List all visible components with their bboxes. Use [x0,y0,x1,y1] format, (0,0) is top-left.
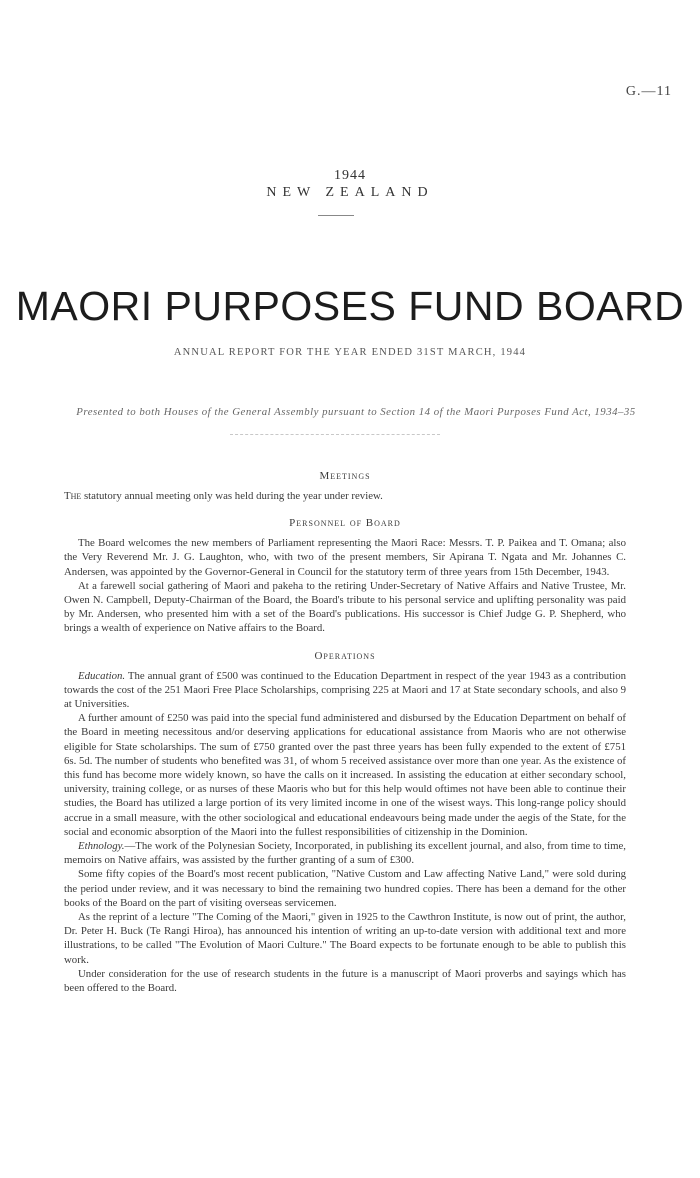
section-heading-personnel: Personnel of Board [289,517,401,530]
education-text: The annual grant of £500 was continued to the Education Department in respect of the year 1943 as a contribution towards the cost of the 251 Maori Free Place Scholarships, comprising 225 at Maori and 17 at State secondary schools, and also 9 at Universities. [64,669,626,711]
operations-paragraph [64,669,626,712]
presentation-note: Presented to both Houses of the General Assembly pursuant to Section 14 of the Maori Purposes Fund Act, 1934–35 [76,406,636,418]
operations-paragraph: Under consideration for the use of research students in the future is a manuscript of Maori proverbs and sayings which has been offered to the Board. [64,967,626,995]
operations-paragraph: As the reprint of a lecture "The Coming of the Maori," given in 1925 to the Cawthron Institute, is now out of print, the author, Dr. Peter H. Buck (Te Rangi Hiroa), has announced his intention of writing an up-to-date version with additional text and more illustrations, to be called "The Evolution of Maori Culture." The Board expects to be fortunate enough to be able to publish this work. [64,911,626,966]
education-label: Education. [78,669,126,682]
operations-paragraph: Some fifty copies of the Board's most recent publication, "Native Custom and Law affecting Native Land," were sold during the period under review, and it was necessary to bind the remaining two hundred copies. There has been a demand for the other books of the Board on the part of visiting overseas servicemen. [64,868,626,909]
country-heading: NEW ZEALAND [266,185,434,200]
section-heading-operations: Operations [314,649,376,662]
ethnology-label: Ethnology. [78,840,125,853]
report-body [64,469,626,995]
section-heading-meetings: Meetings [319,470,371,482]
operations-paragraph [64,839,626,867]
lead-word: The [64,490,82,502]
personnel-paragraph: The Board welcomes the new members of Parliament representing the Maori Race: Messrs. T. P. Paikea and T. Omana; also the Very Reverend Mr. J. G. Laughton, who, with two of the present members, Sir Apirana T. Ngata and Mr. Johannes C. Andersen, was appointed by the Governor-General in Council for the statutory term of three years from 15th December, 1943. [64,537,626,578]
operations-paragraph: A further amount of £250 was paid into the special fund administered and disbursed by the Education Department on behalf of the Board in meeting necessitous and/or deserving applications for educational assistance from Maoris who are not otherwise eligible for State scholarships. The sum of £750 granted over the past three years has been fully expended to the extent of £751 6s. 5d. The number of students who benefited was 31, of whom 5 received assistance over more than one year. As the existence of this fund has become more widely known, so have the calls on it increased. In assisting the education at either secondary school, university, training college, or as nurses of these Maoris who but for this help would oftimes not have been able to continue their studies, the Board has utilized a large portion of its very limited income in one of the wisest ways. This long-range policy should accrue in a small measure, with the other sociological and educational endeavours being made under the aegis of the State, for the social and economic absorption of the Maori into the fullest responsibilities of citizenship in the Dominion. [64,712,626,838]
meetings-paragraph [64,489,626,503]
personnel-paragraph: At a farewell social gathering of Maori and pakeha to the retiring Under-Secretary of Native Affairs and Native Trustee, Mr. Owen N. Campbell, Deputy-Chairman of the Board, the Board's tribute to his personal service and uplifting personality was paid by Mr. Andersen, who presented him with a set of the Board's publications. His successor is Chief Judge G. P. Shepherd, who brings a wealth of experience on Native affairs to the Board. [64,579,626,635]
meetings-text: statutory annual meeting only was held during the year under review. [81,490,383,502]
page-reference: G.—11 [625,84,672,99]
divider-rule [318,215,354,216]
report-year: 1944 [334,168,366,183]
document-title: MAORI PURPOSES FUND BOARD [15,283,685,329]
ethnology-text: —The work of the Polynesian Society, Incorporated, in publishing its excellent journal, and also, from time to time, memoirs on Native affairs, was assisted by the further granting of a sum of £300. [64,840,626,867]
divider-rule [230,434,440,435]
document-subtitle: ANNUAL REPORT FOR THE YEAR ENDED 31ST MARCH, 1944 [173,347,527,358]
